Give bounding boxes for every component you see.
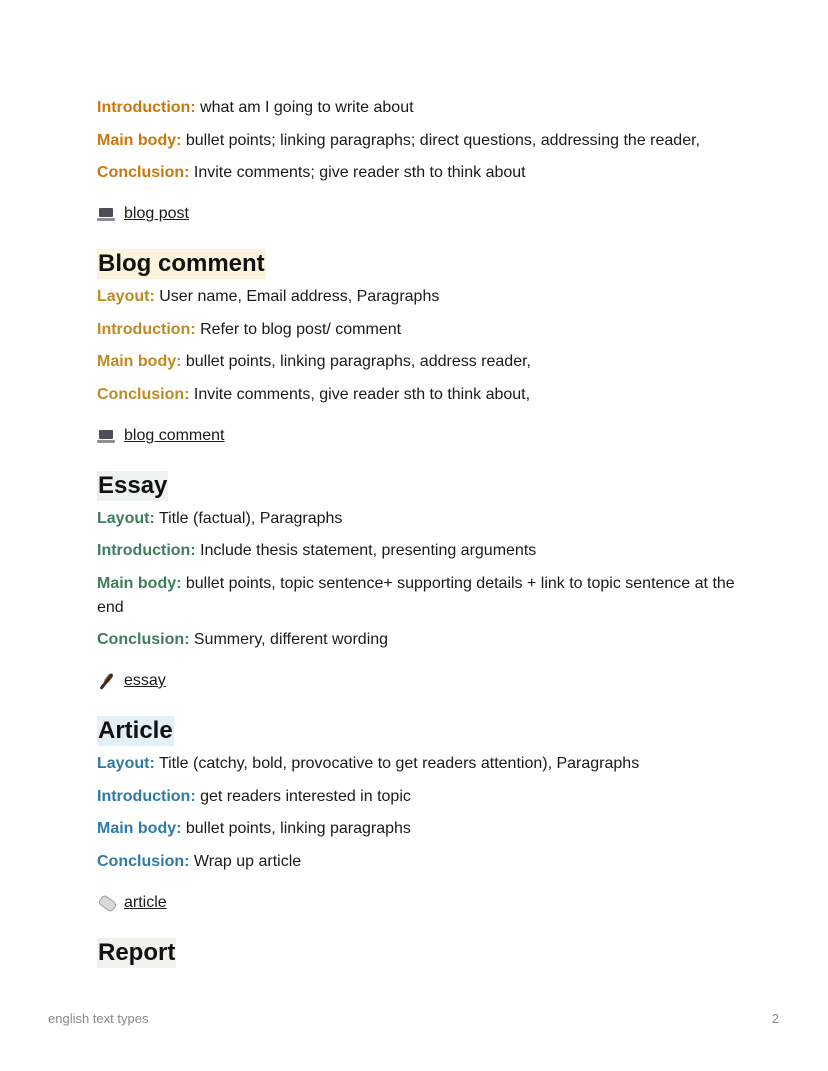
blog-post-main-body <box>97 129 737 153</box>
essay-link-row <box>97 669 737 693</box>
field-text: bullet points, linking paragraphs <box>181 820 411 837</box>
field-text: User name, Email address, Paragraphs <box>154 288 440 305</box>
newspaper-icon <box>97 894 115 912</box>
essay-heading-wrap <box>97 471 737 501</box>
laptop-icon <box>97 205 115 223</box>
report-heading-wrap <box>97 938 737 968</box>
field-text: what am I going to write about <box>195 99 414 116</box>
article-link-row <box>97 891 737 915</box>
blog-post-link-row <box>97 202 737 226</box>
article-conclusion <box>97 850 737 874</box>
field-label: Main body: <box>97 820 182 837</box>
field-label: Layout: <box>97 509 155 527</box>
blog-comment-heading-wrap <box>97 249 737 279</box>
blog-post-introduction <box>97 96 737 120</box>
field-text: Invite comments; give reader sth to think about <box>189 164 526 181</box>
article-heading-wrap <box>97 716 737 746</box>
field-label: Introduction: <box>97 542 196 559</box>
blog-comment-introduction <box>97 318 737 342</box>
blog-comment-link[interactable]: blog comment <box>124 426 225 444</box>
field-label: Layout: <box>97 755 155 772</box>
article-layout <box>97 752 737 776</box>
article-heading: Article <box>98 717 173 744</box>
essay-conclusion <box>97 628 737 652</box>
field-label: Introduction: <box>97 787 196 805</box>
blog-comment-link-row <box>97 424 737 448</box>
field-label: Conclusion: <box>97 631 190 648</box>
field-text: Include thesis statement, presenting arguments <box>195 542 537 559</box>
document-body <box>97 96 737 974</box>
essay-introduction <box>97 539 737 563</box>
footer-doc-title: english text types <box>48 1011 149 1026</box>
laptop-icon <box>97 427 115 445</box>
field-label: Conclusion: <box>97 385 190 403</box>
field-label: Introduction: <box>97 99 196 116</box>
field-text: Wrap up article <box>189 852 302 870</box>
field-label: Main body: <box>97 574 182 592</box>
blog-comment-main-body <box>97 350 737 374</box>
field-label: Main body: <box>97 353 182 370</box>
footer-page-number: 2 <box>771 1011 779 1026</box>
quill-icon <box>97 672 115 690</box>
field-text: Title (factual), Paragraphs <box>154 509 343 527</box>
field-label: Layout: <box>97 288 155 305</box>
field-text: Invite comments, give reader sth to think about, <box>189 385 531 403</box>
field-label: Conclusion: <box>97 164 190 181</box>
essay-layout <box>97 507 737 531</box>
field-text: get readers interested in topic <box>195 787 411 805</box>
field-text: bullet points, topic sentence+ supporting details + link to topic sentence at the end <box>97 574 735 616</box>
article-main-body <box>97 817 737 841</box>
field-text: bullet points, linking paragraphs, address reader, <box>181 353 531 370</box>
essay-heading: Essay <box>98 471 168 499</box>
report-heading: Report <box>98 938 176 966</box>
blog-post-conclusion <box>97 161 737 185</box>
field-label: Main body: <box>97 131 182 149</box>
blog-comment-heading: Blog comment <box>98 250 265 277</box>
field-label: Conclusion: <box>97 852 190 870</box>
blog-post-link[interactable]: blog post <box>124 205 189 222</box>
field-text: Summery, different wording <box>189 631 389 648</box>
essay-link[interactable]: essay <box>124 672 166 689</box>
field-text: Title (catchy, bold, provocative to get readers attention), Paragraphs <box>154 755 640 772</box>
field-text: Refer to blog post/ comment <box>195 320 402 338</box>
field-text: bullet points; linking paragraphs; direct questions, addressing the reader, <box>181 131 700 149</box>
essay-main-body <box>97 572 737 620</box>
article-link[interactable]: article <box>124 893 167 911</box>
field-label: Introduction: <box>97 320 196 338</box>
blog-comment-conclusion <box>97 383 737 407</box>
blog-comment-layout <box>97 285 737 309</box>
article-introduction <box>97 785 737 809</box>
